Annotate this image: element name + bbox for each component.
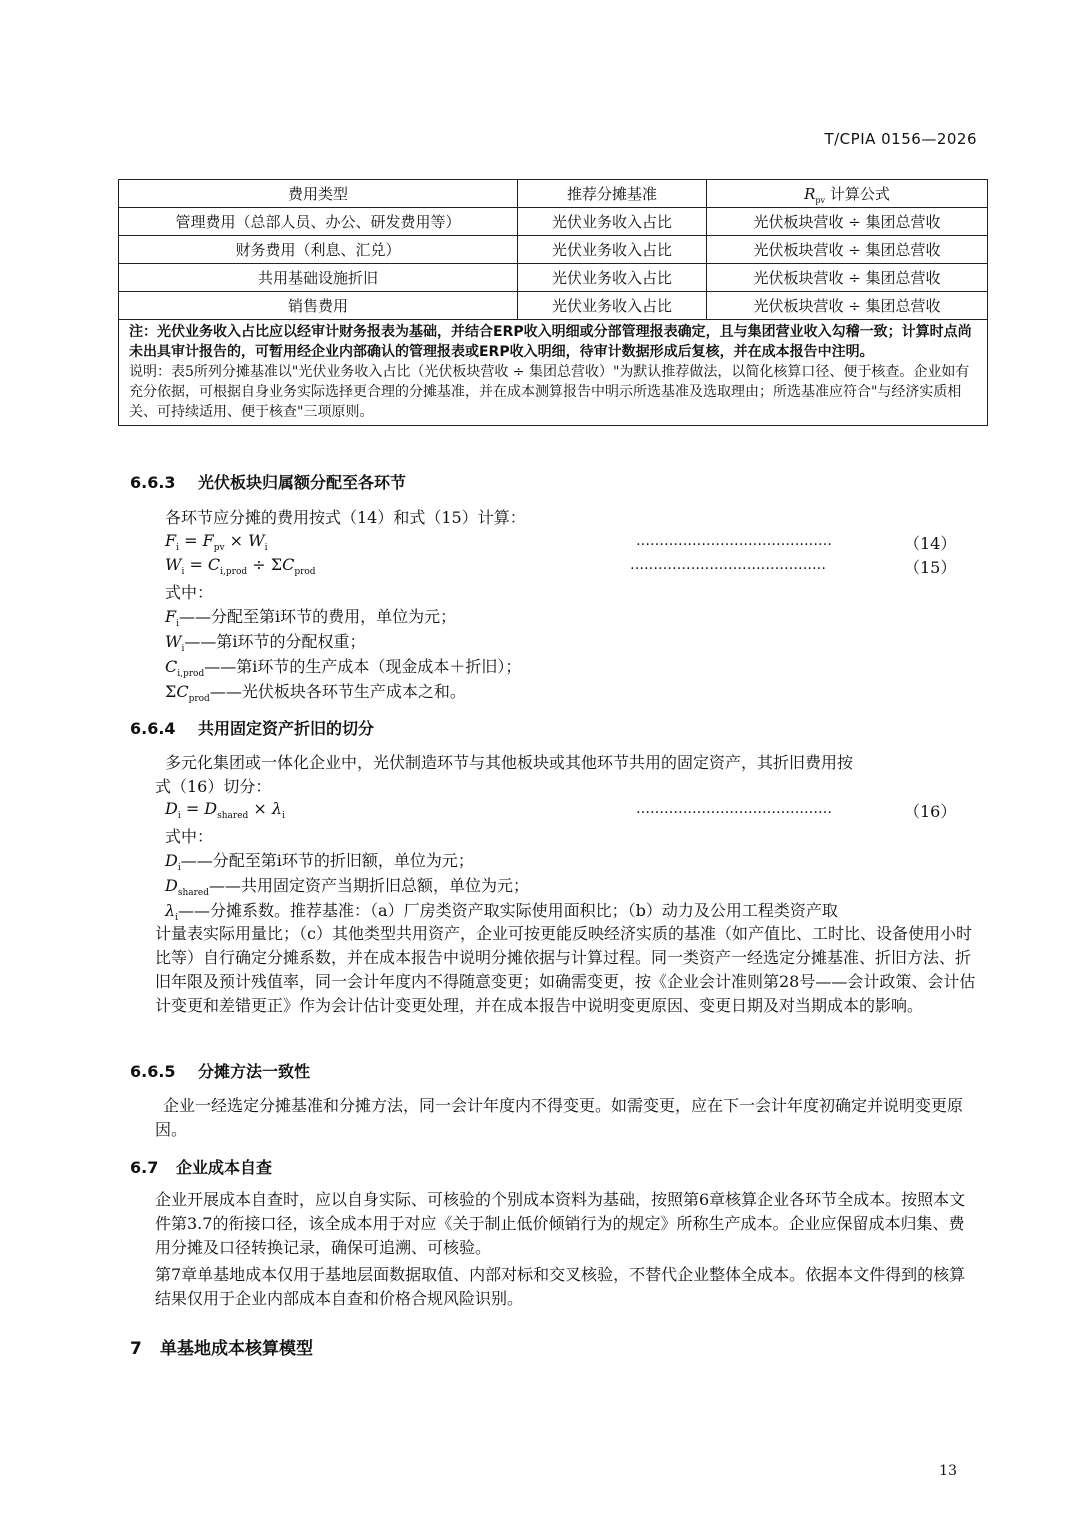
section-number: 6.7 [130,1158,159,1177]
r-subscript: pv [815,195,826,205]
paragraph: 各环节应分摊的费用按式（14）和式（15）计算： [165,508,526,527]
where-label: 式中： [165,583,214,602]
definition: $F_i——$分配至第i环节的费用，单位为元； [165,607,457,630]
section-title: 分摊方法一致性 [198,1062,311,1081]
allocation-table [118,179,988,426]
equation-14: $F_i = F_{pv} \times W_i$ [165,531,268,554]
section-heading-6-6-5 [130,1059,310,1082]
table-row [119,208,988,236]
section-number: 6.6.3 [130,473,176,492]
table-header: 费用类型 [119,180,518,208]
table-header: 推荐分摊基准 [518,180,707,208]
equation-dots: …………………………………… [636,533,832,549]
definition: $W_i——$第i环节的分配权重； [165,632,366,655]
paragraph: 计量表实际用量比；（c）其他类型共用资产，企业可按更能反映经济实质的基准（如产值比、工时比、设备使用小时比等）自行确定分摊系数，并在成本报告中说明分摊依据与计算过程。同一类资产一经选定分摊基准、折旧方法、折旧年限及预计残值率，同一会计年度内不得随意变更；如确需变更，按《企业会计准则第28号——会计政策、会计估计变更和差错更正》作为会计估计变更处理，并在成本报告中说明变更原因、变更日期及对当期成本的影响。 [155,924,976,1015]
paragraph: 企业开展成本自查时，应以自身实际、可核验的个别成本资料为基础，按照第6章核算企业各环节全成本。按照本文件第3.7的衔接口径，该全成本用于对应《关于制止低价倾销行为的规定》所称生产成本。企业应保留成本归集、费用分摊及口径转换记录，确保可追溯、可核验。 [155,1190,966,1257]
equation-15: $W_i = C_{i,prod} \div \Sigma C_{prod}$ [165,555,316,578]
section-heading-6-6-4 [130,716,374,739]
chapter-number: 7 [130,1339,142,1359]
section-number: 6.6.4 [130,719,176,738]
definition: $\Sigma C_{prod}——$光伏板块各环节生产成本之和。 [165,682,466,705]
where-label: 式中： [165,827,214,846]
chapter-heading-7 [130,1334,313,1359]
table-cell: 光伏业务收入占比 [518,264,707,292]
table-note-bold: 注：光伏业务收入占比应以经审计财务报表为基础，并结合ERP收入明细或分部管理报表确定，且与集团营业收入勾稽一致；计算时点尚未出具审计报告的，可暂用经企业内部确认的管理报表或ERP收入明细，待审计数据形成后复核，并在成本报告中注明。 [129,324,972,360]
paragraph: 多元化集团或一体化企业中，光伏制造环节与其他板块或其他环节共用的固定资产，其折旧费用按 [165,753,854,772]
section-title: 共用固定资产折旧的切分 [198,719,375,738]
section-title: 光伏板块归属额分配至各环节 [198,473,407,492]
table-cell: 财务费用（利息、汇兑） [119,236,518,264]
section-number: 6.6.5 [130,1062,176,1081]
table-note [119,320,988,426]
equation-number: （16） [904,802,957,821]
table-cell: 光伏板块营收 ÷ 集团总营收 [707,236,988,264]
table-note-plain: 说明：表5所列分摊基准以"光伏业务收入占比（光伏板块营收 ÷ 集团总营收）"为默认推荐做法，以简化核算口径、便于核查。企业如有充分依据，可根据自身业务实际选择更合理的分摊基准，并在成本测算报告中明示所选基准及选取理由；所选基准应符合"与经济实质相关、可持续适用、便于核查"三项原则。 [129,364,970,420]
page-number: 13 [939,1463,957,1479]
definition: $D_{shared}——$共用固定资产当期折旧总额，单位为元； [165,876,530,899]
equation-number: （14） [904,534,957,553]
chapter-title: 单基地成本核算模型 [160,1339,313,1359]
equation-number: （15） [904,558,957,577]
table-note-row [119,320,988,426]
definition: $D_i——$分配至第i环节的折旧额，单位为元； [165,851,474,874]
r-symbol: R [804,184,816,203]
table-row [119,292,988,320]
section-heading-6-7 [130,1155,272,1178]
table-row [119,236,988,264]
table-cell: 销售费用 [119,292,518,320]
table-row [119,264,988,292]
section-title: 企业成本自查 [176,1158,273,1177]
table-header-formula [707,180,988,208]
table-cell: 光伏板块营收 ÷ 集团总营收 [707,208,988,236]
paragraph: 式（16）切分： [155,777,272,796]
table-header: 计算公式 [829,184,890,203]
table-cell: 光伏业务收入占比 [518,292,707,320]
definition: $\lambda_i——$分摊系数。推荐基准：（a）厂房类资产取实际使用面积比；（b）动力及公用工程类资产取 [165,901,838,924]
table-cell: 共用基础设施折旧 [119,264,518,292]
table-cell: 光伏业务收入占比 [518,208,707,236]
equation-16: $D_i = D_{shared} \times \lambda_i$ [165,799,285,822]
paragraph: 企业一经选定分摊基准和分摊方法，同一会计年度内不得变更。如需变更，应在下一会计年度初确定并说明变更原因。 [155,1096,964,1139]
equation-dots: …………………………………… [630,557,826,573]
equation-dots: …………………………………… [636,801,832,817]
table-header-row [119,180,988,208]
table-cell: 管理费用（总部人员、办公、研发费用等） [119,208,518,236]
paragraph: 第7章单基地成本仅用于基地层面数据取值、内部对标和交叉核验，不替代企业整体全成本。依据本文件得到的核算结果仅用于企业内部成本自查和价格合规风险识别。 [155,1265,966,1308]
section-heading-6-6-3 [130,470,406,493]
definition: $C_{i,prod}——$第i环节的生产成本（现金成本＋折旧）； [165,657,522,680]
table-cell: 光伏板块营收 ÷ 集团总营收 [707,264,988,292]
table-cell: 光伏板块营收 ÷ 集团总营收 [707,292,988,320]
standard-number: T/CPIA 0156—2026 [824,130,977,148]
table-cell: 光伏业务收入占比 [518,236,707,264]
